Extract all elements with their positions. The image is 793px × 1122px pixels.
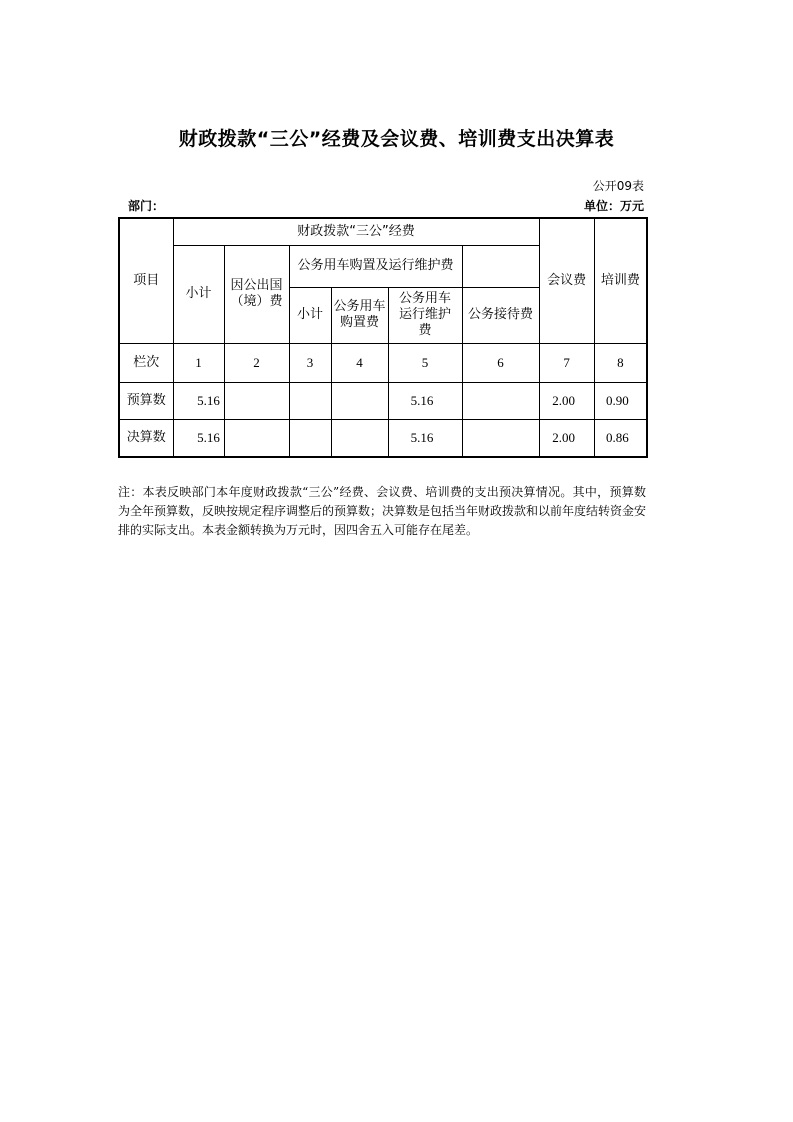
cell	[224, 419, 289, 457]
cell: 2.00	[539, 419, 594, 457]
cell: 8	[594, 343, 647, 382]
cell: 5	[388, 343, 462, 382]
row-label-column-no: 栏次	[119, 343, 173, 382]
footnote: 注：本表反映部门本年度财政拨款“三公”经费、会议费、培训费的支出预决算情况。其中，预算数为全年预算数，反映按规定程序调整后的预算数；决算数是包括当年财政拨款和以前年度结转资金安排的实际支出。本表金额转换为万元时，因四舍五入可能存在尾差。	[118, 485, 647, 537]
cell	[289, 382, 331, 419]
header-reception: 公务接待费	[462, 287, 539, 343]
table-row	[119, 419, 647, 457]
header-vehicle-purchase-line2: 购置费	[339, 315, 379, 330]
cell: 5.16	[388, 419, 462, 457]
header-vehicle-blank	[462, 245, 539, 287]
header-vehicle-purchase	[331, 287, 388, 343]
cell: 6	[462, 343, 539, 382]
header-abroad-fee	[224, 245, 289, 343]
header-item: 项目	[119, 218, 173, 343]
header-meeting-fee: 会议费	[539, 218, 594, 343]
header-vehicle: 公务用车购置及运行维护费	[289, 245, 462, 287]
header-vehicle-maint-line2: 运行维护	[398, 307, 451, 322]
cell	[289, 419, 331, 457]
department-label: 部门：	[128, 199, 165, 213]
header-sangong: 财政拨款“三公”经费	[173, 218, 539, 245]
cell: 5.16	[173, 382, 224, 419]
table-row	[119, 343, 647, 382]
cell: 2	[224, 343, 289, 382]
cell: 0.90	[594, 382, 647, 419]
expense-table	[118, 217, 648, 458]
row-label-final: 决算数	[119, 419, 173, 457]
cell	[462, 382, 539, 419]
page-title: 财政拨款“三公”经费及会议费、培训费支出决算表	[178, 128, 615, 150]
cell	[331, 382, 388, 419]
header-abroad-line1: 因公出国	[230, 278, 283, 293]
header-training-fee: 培训费	[594, 218, 647, 343]
row-label-budget: 预算数	[119, 382, 173, 419]
header-vehicle-maint-line3: 费	[418, 323, 432, 338]
cell	[331, 419, 388, 457]
cell: 1	[173, 343, 224, 382]
unit-label: 单位：万元	[583, 199, 644, 213]
table-row	[119, 382, 647, 419]
cell: 4	[331, 343, 388, 382]
cell: 5.16	[173, 419, 224, 457]
header-vehicle-maint-line1: 公务用车	[398, 291, 451, 306]
header-subtotal: 小计	[173, 245, 224, 343]
header-vehicle-purchase-line1: 公务用车	[333, 299, 386, 314]
form-code: 公开09表	[592, 179, 644, 193]
cell	[224, 382, 289, 419]
cell: 0.86	[594, 419, 647, 457]
header-vehicle-maintenance	[388, 287, 462, 343]
cell: 3	[289, 343, 331, 382]
cell: 7	[539, 343, 594, 382]
header-abroad-line2: （境）费	[230, 294, 283, 309]
header-vehicle-subtotal: 小计	[289, 287, 331, 343]
cell: 2.00	[539, 382, 594, 419]
cell	[462, 419, 539, 457]
cell: 5.16	[388, 382, 462, 419]
